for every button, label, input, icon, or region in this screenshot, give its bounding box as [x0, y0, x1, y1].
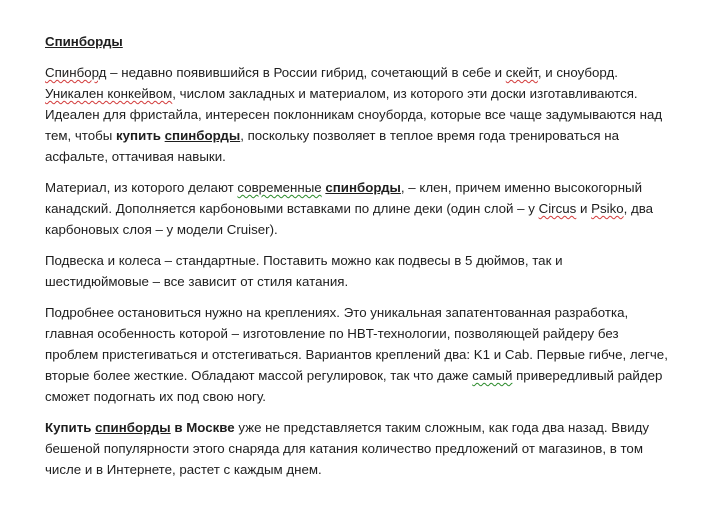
paragraph-bindings: Подробнее остановиться нужно на креплениях. Это уникальная запатентованная разработка, главная особенность которой – изготовление по HBT-технологии, позволяющей райдеру без проблем пристегиваться и отстегиваться. Вариантов креплений два: K1 и Cab. Первые гибче, легче, вторые более жесткие. Обладают массой регулировок, так что даже самый привередливый райдер сможет подогнать их под свою ногу.: [45, 305, 668, 404]
keyword-buy-moscow: Купить: [45, 420, 96, 435]
link-modern[interactable]: современные: [237, 180, 322, 195]
link-spinboards-2[interactable]: спинборды: [325, 180, 401, 195]
paragraph-suspension: Подвеска и колеса – стандартные. Поставить можно как подвесы в 5 дюймов, так и шестидюймовые – все зависит от стиля катания.: [45, 253, 563, 289]
keyword-in-moscow: в Москве: [170, 420, 235, 435]
paragraph-material: Материал, из которого делают современные спинборды, – клен, причем именно высокогорный канадский. Дополняется карбоновыми вставками по длине деки (один слой – у Circus и Psiko, два карбоновых слоя – у модели Cruiser).: [45, 180, 654, 237]
keyword-buy: купить: [116, 128, 165, 143]
link-spinboards-1[interactable]: спинборды: [164, 128, 241, 143]
document-title: Спинборды: [45, 34, 123, 49]
link-spinboards-3[interactable]: спинборды: [95, 420, 171, 435]
word-circus: Circus: [538, 201, 577, 216]
word-psiko: Psiko: [591, 201, 624, 216]
word-skate: скейт: [505, 65, 538, 80]
link-most[interactable]: самый: [472, 368, 513, 383]
link-spinboard[interactable]: Спинборд: [45, 65, 107, 80]
paragraph-buy-moscow: Купить спинборды в Москве уже не представляется таким сложным, как года два назад. Ввиду бешеной популярности этого снаряда для катания количество предложений от магазинов, в том числе и в Интернете, растет с каждым днем.: [45, 420, 650, 477]
paragraph-intro: Спинборд – недавно появившийся в России гибрид, сочетающий в себе и скейт, и сноуборд. Уникален конкейвом, числом закладных и материалом, из которого эти доски изготавливаются. Идеален для фристайла, интересен поклонникам сноуборда, которые все чаще задумываются над тем, чтобы купить спинборды, поскольку позволяет в теплое время года тренироваться на асфальте, оттачивая навыки.: [45, 65, 663, 164]
link-unique-concave[interactable]: Уникален конкейвом: [45, 86, 173, 101]
